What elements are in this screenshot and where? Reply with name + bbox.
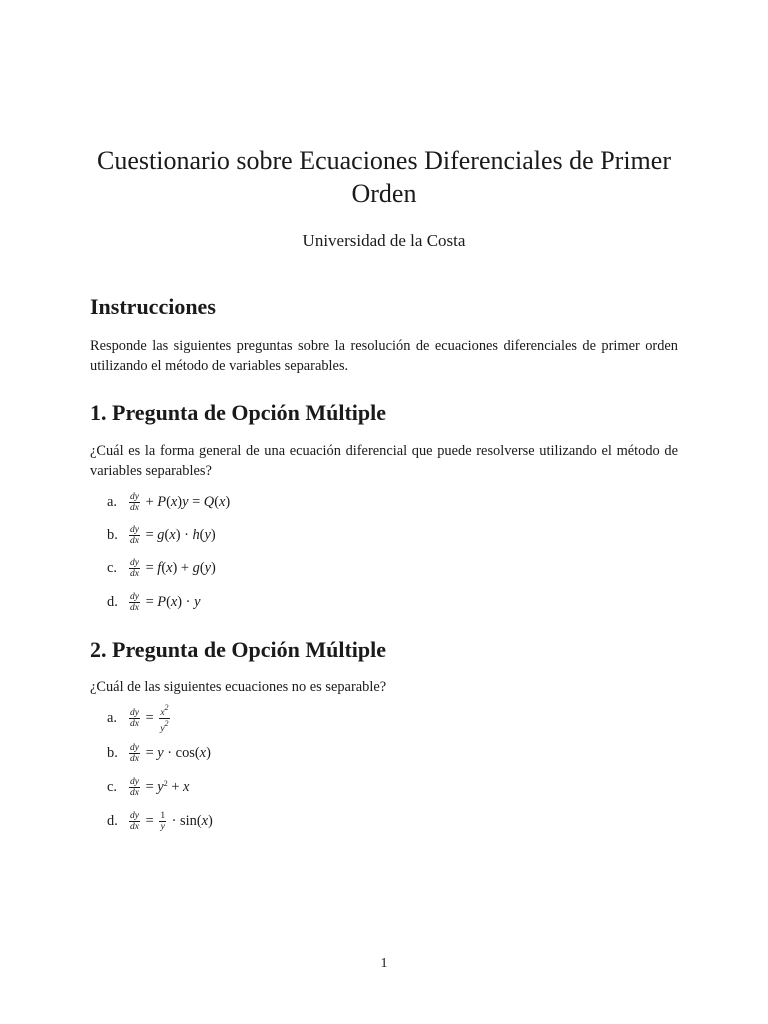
q1-option-d[interactable] — [107, 590, 200, 614]
q2-option-a[interactable] — [107, 702, 172, 734]
option-equation: $\frac{dy}{dx}$ = $\frac{1}{y}$ · sin(x) — [130, 810, 213, 832]
q2-option-d[interactable] — [107, 809, 213, 833]
option-letter: c. — [107, 559, 117, 576]
page-number: 1 — [380, 956, 388, 971]
option-equation: $\frac{dy}{dx}$ = P(x) · y — [130, 591, 201, 613]
option-equation: $\frac{dy}{dx}$ = $\frac{x^2}{y^2}$ — [130, 702, 169, 734]
option-letter: d. — [107, 812, 118, 829]
q1-option-b[interactable] — [107, 523, 216, 547]
option-letter: d. — [107, 593, 118, 610]
question-1-heading: 1. Pregunta de Opción Múltiple — [90, 400, 386, 425]
q2-option-c[interactable] — [107, 775, 189, 799]
option-letter: a. — [107, 493, 117, 510]
instructions-text: Responde las siguientes preguntas sobre la resolución de ecuaciones diferenciales de primer orden utilizando el método de variables separables. — [90, 338, 678, 374]
option-letter: b. — [107, 526, 118, 543]
question-2-heading: 2. Pregunta de Opción Múltiple — [90, 637, 386, 662]
option-letter: b. — [107, 744, 118, 761]
option-equation: $\frac{dy}{dx}$ = y · cos(x) — [130, 742, 211, 764]
option-equation: $\frac{dy}{dx}$ = g(x) · h(y) — [130, 524, 216, 546]
question-2-text: ¿Cuál de las siguientes ecuaciones no es separable? — [90, 679, 387, 695]
option-equation: $\frac{dy}{dx}$ = f(x) + g(y) — [130, 557, 216, 579]
option-equation: $\frac{dy}{dx}$ = $y^2 + x$ — [130, 776, 190, 798]
document-title: Cuestionario sobre Ecuaciones Diferenciales de Primer Orden — [97, 146, 671, 208]
option-equation: $\frac{dy}{dx}$ + P(x)y = Q(x) — [130, 491, 231, 513]
option-letter: c. — [107, 778, 117, 795]
q2-option-b[interactable] — [107, 741, 211, 765]
q1-option-c[interactable] — [107, 556, 216, 580]
institution-name: Universidad de la Costa — [302, 231, 466, 250]
q1-option-a[interactable] — [107, 490, 230, 514]
question-1-text: ¿Cuál es la forma general de una ecuación diferencial que puede resolverse utilizando el método de variables separables? — [90, 443, 678, 479]
instructions-heading: Instrucciones — [90, 294, 216, 319]
option-letter: a. — [107, 709, 117, 726]
